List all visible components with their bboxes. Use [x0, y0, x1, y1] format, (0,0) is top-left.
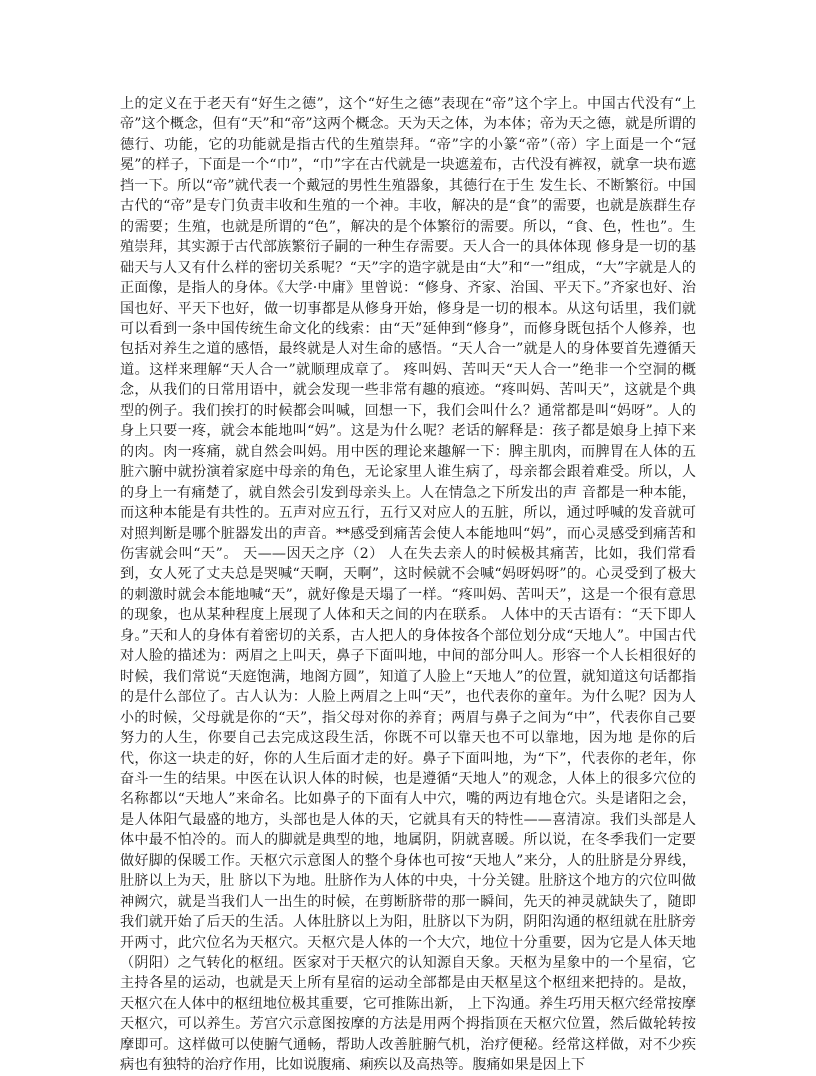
body-paragraph: 上的定义在于老天有“好生之德”，这个“好生之德”表现在“帝”这个字上。中国古代没有“上帝”这个概念，但有“天”和“帝”这两个概念。天为天之体，为本体；帝为天之德，就是所谓的德行、功能，它的功能就是指古代的生殖崇拜。“帝”字的小篆“帝”（帝）字上面是一个“冠冕”的样子，下面是一个“巾”，“巾”字在古代就是一块遮羞布，古代没有裤衩，就拿一块布遮挡一下。所以“帝”就代表一个戴冠的男性生殖器象，其德行在于生 发生长、不断繁衍。中国古代的“帝”是专门负责丰收和生殖的一个神。丰收，解决的是“食”的需要，也就是族群生存的需要；生殖，也就是所谓的“色”，解决的是个体繁衍的需要。所以，“食、色，性也”。生殖崇拜，其实源于古代部族繁衍子嗣的一种生存需要。天人合一的具体体现 修身是一切的基础天与人又有什么样的密切关系呢？“天”字的造字就是由“大”和“一”组成，“大”字就是人的正面像，是指人的身体。《大学·中庸》里曾说：“修身、齐家、治国、平天下。”齐家也好、治国也好、平天下也好，做一切事都是从修身开始，修身是一切的根本。从这句话里，我们就可以看到一条中国传统生命文化的线索：由“天”延伸到“修身”，而修身既包括个人修养，也包括对养生之道的感悟，最终就是人对生命的感悟。“天人合一”就是人的身体要首先遵循天道。这样来理解“天人合一”就顺理成章了。 疼叫妈、苦叫天“天人合一”绝非一个空洞的概念，从我们的日常用语中，就会发现一些非常有趣的痕迹。“疼叫妈、苦叫天”，这就是个典型的例子。我们挨打的时候都会叫喊，回想一下，我们会叫什么？通常都是叫“妈呀”。人的身上只要一疼，就会本能地叫“妈”。这是为什么呢？老话的解释是：孩子都是娘身上掉下来的肉。肉一疼痛，就自然会叫妈。用中医的理论来趣解一下：脾主肌肉，而脾胃在人体的五脏六腑中就扮演着家庭中母亲的角色，无论家里人谁生病了，母亲都会跟着难受。所以，人的身上一有痛楚了，就自然会引发到母亲头上。人在情急之下所发出的声 音都是一种本能，而这种本能是有共性的。五声对应五行，五行又对应人的五脏，所以，通过呼喊的发音就可对照判断是哪个脏器发出的声音。**感受到痛苦会使人本能地叫“妈”，而心灵感受到痛苦和伤害就会叫“天”。 天——因天之序（2） 人在失去亲人的时候极其痛苦，比如，我们常看到，女人死了丈夫总是哭喊“天啊，天啊”，这时候就不会喊“妈呀妈呀”的。心灵受到了极大的刺激时就会本能地喊“天”，就好像是天塌了一样。“疼叫妈、苦叫天”，这是一个很有意思的现象，也从某种程度上展现了人体和天之间的内在联系。 人体中的天古语有：“天下即人身。”天和人的身体有着密切的关系，古人把人的身体按各个部位划分成“天地人”。中国古代对人脸的描述为：两眉之上叫天，鼻子下面叫地，中间的部分叫人。形容一个人长相很好的时候，我们常说“天庭饱满，地阁方圆”，知道了人脸上“天地人”的位置，就知道这句话都指的是什么部位了。古人认为：人脸上两眉之上叫“天”，也代表你的童年。为什么呢？因为人小的时候，父母就是你的“天”，指父母对你的养育；两眉与鼻子之间为“中”，代表你自己要努力的人生，你要自己去完成这段生活，你既不可以靠天也不可以靠地，因为地 是你的后代，你这一块走的好，你的人生后面才走的好。鼻子下面叫地，为“下”，代表你的老年，你奋斗一生的结果。中医在认识人体的时候，也是遵循“天地人”的观念，人体上的很多穴位的名称都以“天地人”来命名。比如鼻子的下面有人中穴，嘴的两边有地仓穴。头是诸阳之会，是人体阳气最盛的地方，头部也是人体的天，它就具有天的特性——喜清凉。我们头部是人体中最不怕冷的。而人的脚就是典型的地，地属阴，阴就喜暖。所以说，在冬季我们一定要做好脚的保暖工作。天枢穴示意图人的整个身体也可按“天地人”来分，人的肚脐是分界线，肚脐以上为天，肚 脐以下为地。肚脐作为人体的中央，十分关键。肚脐这个地方的穴位叫做神阙穴，就是当我们人一出生的时候，在剪断脐带的那一瞬间，先天的神灵就缺失了，随即我们就开始了后天的生活。人体肚脐以上为阳，肚脐以下为阴，阴阳沟通的枢纽就在肚脐旁开两寸，此穴位名为天枢穴。天枢穴是人体的一个大穴，地位十分重要，因为它是人体天地（阴阳）之气转化的枢纽。医家对于天枢穴的认知源自天象。天枢为星象中的一个星宿，它主持各星的运动，也就是天上所有星宿的运动全部都是由天枢星这个枢纽来把持的。是故，天枢穴在人体中的枢纽地位极其重要，它可推陈出新， 上下沟通。养生巧用天枢穴经常按摩天枢穴，可以养生。芳宫穴示意图按摩的方法是用两个拇指顶在天枢穴位置，然后做轮转按摩即可。这样做可以使腑气通畅，帮助人改善脏腑气机，治疗便秘。经常这样做，对不少疾病也有独特的治疗作用，比如说腹痛、痢疾以及高热等。腹痛如果是因上下	[120, 96, 696, 1074]
